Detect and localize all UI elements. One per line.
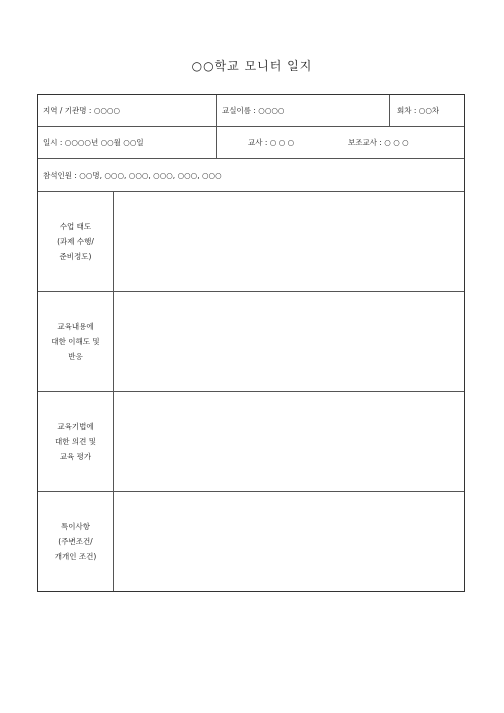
section-label-line: 교육내용에 (57, 322, 94, 331)
section-teaching-methods (38, 392, 464, 492)
section-class-attitude (38, 192, 464, 292)
section-content-area[interactable] (114, 192, 464, 291)
attendees-field: 참석인원 : ○○명, ○○○, ○○○, ○○○, ○○○, ○○○ (43, 170, 222, 180)
classroom-field: 교실이름 : ○○○○ (222, 106, 285, 115)
section-label-line: 교육기법에 (57, 422, 94, 431)
section-label-line: 대한 이해도 및 (51, 337, 100, 346)
section-content-area[interactable] (114, 492, 464, 591)
section-content-area[interactable] (114, 292, 464, 391)
region-field: 지역 / 기관명 : ○○○○ (43, 106, 120, 115)
section-special-notes (38, 492, 464, 591)
section-label (38, 492, 114, 591)
section-label (38, 292, 114, 391)
section-content-understanding (38, 292, 464, 392)
info-row-attendees (38, 159, 464, 192)
session-field: 회차 : ○○차 (397, 106, 440, 115)
section-label-line: 개개인 조건) (54, 552, 97, 561)
section-label (38, 392, 114, 491)
section-content-area[interactable] (114, 392, 464, 491)
section-label-line: 반응 (68, 352, 83, 361)
section-label-line: 대한 의견 및 (55, 437, 96, 446)
section-label-line: 준비정도) (59, 252, 92, 261)
page-title: ○○학교 모니터 일지 (191, 59, 313, 73)
assistant-teacher-field: 보조교사 : ○ ○ ○ (348, 138, 409, 147)
info-row-date (38, 127, 464, 159)
section-label-line: (주변조건/ (58, 537, 93, 546)
section-label-line: 수업 태도 (59, 222, 92, 231)
info-row-region (38, 95, 464, 127)
section-label-line: 특이사항 (61, 522, 90, 531)
monitor-log-form (37, 94, 465, 592)
section-label-line: (과제 수행/ (57, 237, 94, 246)
teacher-field: 교사 : ○ ○ ○ (248, 138, 295, 147)
section-label (38, 192, 114, 291)
section-label-line: 교육 평가 (59, 452, 92, 461)
date-field: 일시 : ○○○○년 ○○월 ○○일 (43, 138, 144, 147)
